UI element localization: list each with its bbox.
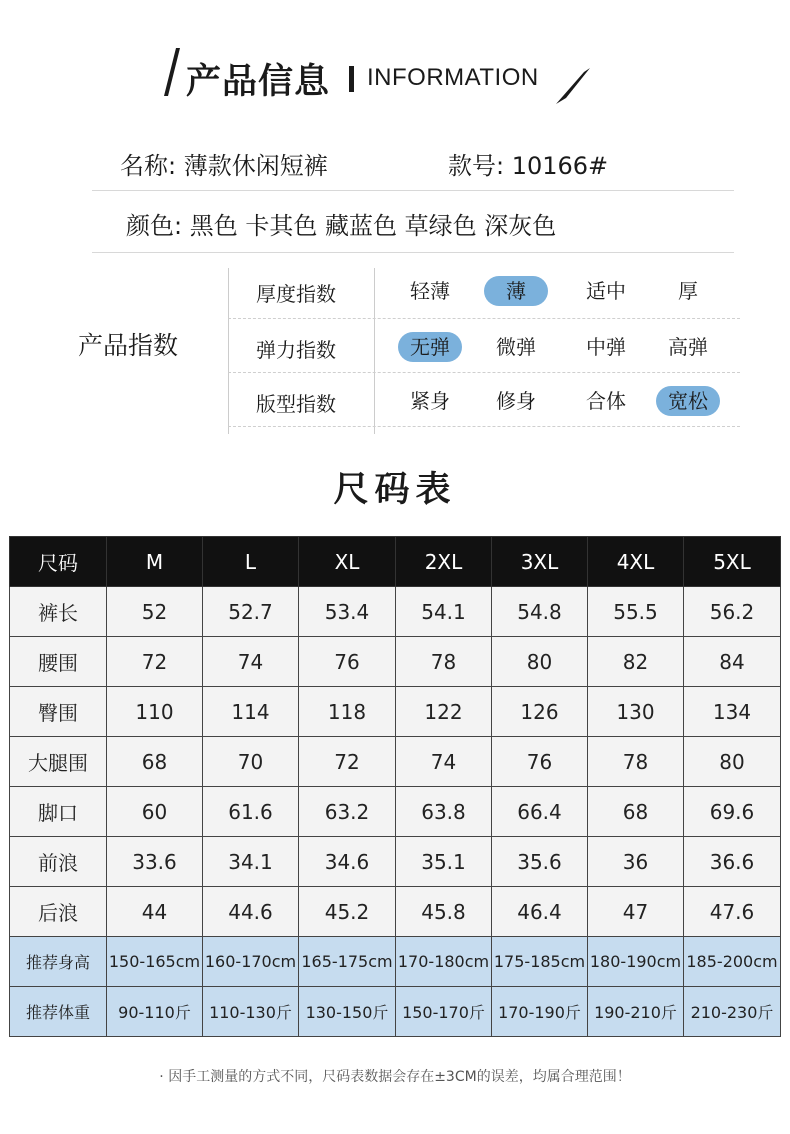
table-cell: 74 — [396, 737, 492, 787]
indices-hline — [228, 372, 740, 373]
table-cell: 130 — [588, 687, 684, 737]
table-cell: 55.5 — [588, 587, 684, 637]
table-cell: 74 — [203, 637, 299, 687]
row-label: 推荐身高 — [10, 937, 107, 987]
row-label: 脚口 — [10, 787, 107, 837]
index-option: 适中 — [586, 279, 626, 303]
size-chart-table — [9, 536, 781, 1037]
table-cell: 70 — [203, 737, 299, 787]
table-cell: 60 — [107, 787, 203, 837]
info-header — [0, 40, 790, 120]
table-row — [10, 787, 781, 837]
index-option-selected: 宽松 — [656, 386, 720, 416]
table-cell: 33.6 — [107, 837, 203, 887]
measurement-note: · 因手工测量的方式不同，尺码表数据会存在±3CM的误差，均属合理范围！ — [159, 1069, 631, 1085]
table-row — [10, 737, 781, 787]
table-cell: 78 — [396, 637, 492, 687]
row-label: 腰围 — [10, 637, 107, 687]
recommend-cell: 190-210斤 — [588, 987, 684, 1037]
section-title-en: INFORMATION — [367, 64, 539, 91]
recommend-cell: 150-170斤 — [396, 987, 492, 1037]
indices-hline — [228, 426, 740, 427]
index-name: 弹力指数 — [256, 338, 336, 362]
section-title: 产品信息 — [186, 62, 331, 102]
table-cell: 47.6 — [684, 887, 781, 937]
index-option: 高弹 — [668, 335, 708, 359]
table-cell: 47 — [588, 887, 684, 937]
table-cell: 76 — [492, 737, 588, 787]
recommend-cell: 170-190斤 — [492, 987, 588, 1037]
table-cell: 35.6 — [492, 837, 588, 887]
recommend-cell: 170-180cm — [396, 937, 492, 987]
indices-vline — [228, 268, 229, 434]
recommend-cell: 185-200cm — [684, 937, 781, 987]
table-cell: 69.6 — [684, 787, 781, 837]
row-label: 推荐体重 — [10, 987, 107, 1037]
table-cell: 44 — [107, 887, 203, 937]
index-option-selected: 薄 — [484, 276, 548, 306]
header-size-label: 尺码 — [10, 537, 107, 587]
indices-label: 产品指数 — [78, 331, 179, 360]
index-name: 版型指数 — [256, 392, 336, 416]
table-cell: 63.8 — [396, 787, 492, 837]
index-option: 合体 — [586, 389, 626, 413]
table-cell: 34.1 — [203, 837, 299, 887]
table-cell: 52 — [107, 587, 203, 637]
row-label: 后浪 — [10, 887, 107, 937]
table-cell: 122 — [396, 687, 492, 737]
recommend-cell: 110-130斤 — [203, 987, 299, 1037]
divider — [92, 252, 734, 253]
table-cell: 78 — [588, 737, 684, 787]
header-size-col: 3XL — [492, 537, 588, 587]
recommend-cell: 210-230斤 — [684, 987, 781, 1037]
table-row — [10, 687, 781, 737]
recommend-cell: 175-185cm — [492, 937, 588, 987]
table-cell: 53.4 — [299, 587, 396, 637]
table-cell: 35.1 — [396, 837, 492, 887]
index-name: 厚度指数 — [256, 282, 336, 306]
table-cell: 34.6 — [299, 837, 396, 887]
recommend-cell: 90-110斤 — [107, 987, 203, 1037]
row-label: 臀围 — [10, 687, 107, 737]
table-cell: 110 — [107, 687, 203, 737]
table-cell: 56.2 — [684, 587, 781, 637]
slash-decoration-icon — [164, 48, 180, 96]
recommend-cell: 130-150斤 — [299, 987, 396, 1037]
recommend-cell: 180-190cm — [588, 937, 684, 987]
table-cell: 54.1 — [396, 587, 492, 637]
table-cell: 46.4 — [492, 887, 588, 937]
header-size-col: XL — [299, 537, 396, 587]
header-size-col: 5XL — [684, 537, 781, 587]
recommend-cell: 150-165cm — [107, 937, 203, 987]
index-option: 厚 — [678, 279, 698, 303]
index-option: 中弹 — [586, 335, 626, 359]
table-cell: 84 — [684, 637, 781, 687]
table-cell: 134 — [684, 687, 781, 737]
table-cell: 68 — [107, 737, 203, 787]
table-cell: 36 — [588, 837, 684, 887]
recommend-cell: 165-175cm — [299, 937, 396, 987]
table-cell: 72 — [299, 737, 396, 787]
index-option: 微弹 — [496, 335, 536, 359]
table-cell: 76 — [299, 637, 396, 687]
style-number: 款号: 10166# — [448, 152, 609, 180]
recommend-row — [10, 987, 781, 1037]
header-size-col: 2XL — [396, 537, 492, 587]
table-cell: 66.4 — [492, 787, 588, 837]
table-cell: 68 — [588, 787, 684, 837]
table-cell: 45.2 — [299, 887, 396, 937]
divider — [92, 190, 734, 191]
header-size-col: L — [203, 537, 299, 587]
row-label: 大腿围 — [10, 737, 107, 787]
table-cell: 118 — [299, 687, 396, 737]
index-option: 轻薄 — [410, 279, 450, 303]
table-cell: 80 — [492, 637, 588, 687]
recommend-row — [10, 937, 781, 987]
recommend-cell: 160-170cm — [203, 937, 299, 987]
indices-hline — [228, 318, 740, 319]
table-cell: 72 — [107, 637, 203, 687]
slash-decoration-icon — [556, 68, 590, 104]
table-cell: 52.7 — [203, 587, 299, 637]
index-option: 修身 — [496, 389, 536, 413]
table-cell: 44.6 — [203, 887, 299, 937]
index-option-selected: 无弹 — [398, 332, 462, 362]
table-row — [10, 837, 781, 887]
table-cell: 61.6 — [203, 787, 299, 837]
table-cell: 45.8 — [396, 887, 492, 937]
table-cell: 80 — [684, 737, 781, 787]
table-cell: 82 — [588, 637, 684, 687]
table-header-row — [10, 537, 781, 587]
row-label: 裤长 — [10, 587, 107, 637]
table-cell: 63.2 — [299, 787, 396, 837]
table-cell: 126 — [492, 687, 588, 737]
index-option: 紧身 — [410, 389, 450, 413]
header-size-col: M — [107, 537, 203, 587]
table-row — [10, 637, 781, 687]
indices-vline — [374, 268, 375, 434]
table-cell: 114 — [203, 687, 299, 737]
table-row — [10, 587, 781, 637]
product-colors: 颜色: 黑色 卡其色 藏蓝色 草绿色 深灰色 — [126, 212, 557, 240]
table-cell: 36.6 — [684, 837, 781, 887]
table-row — [10, 887, 781, 937]
title-divider-bar — [349, 66, 354, 92]
product-name: 名称: 薄款休闲短裤 — [120, 152, 328, 180]
row-label: 前浪 — [10, 837, 107, 887]
header-size-col: 4XL — [588, 537, 684, 587]
size-chart-title: 尺码表 — [333, 470, 457, 510]
table-cell: 54.8 — [492, 587, 588, 637]
